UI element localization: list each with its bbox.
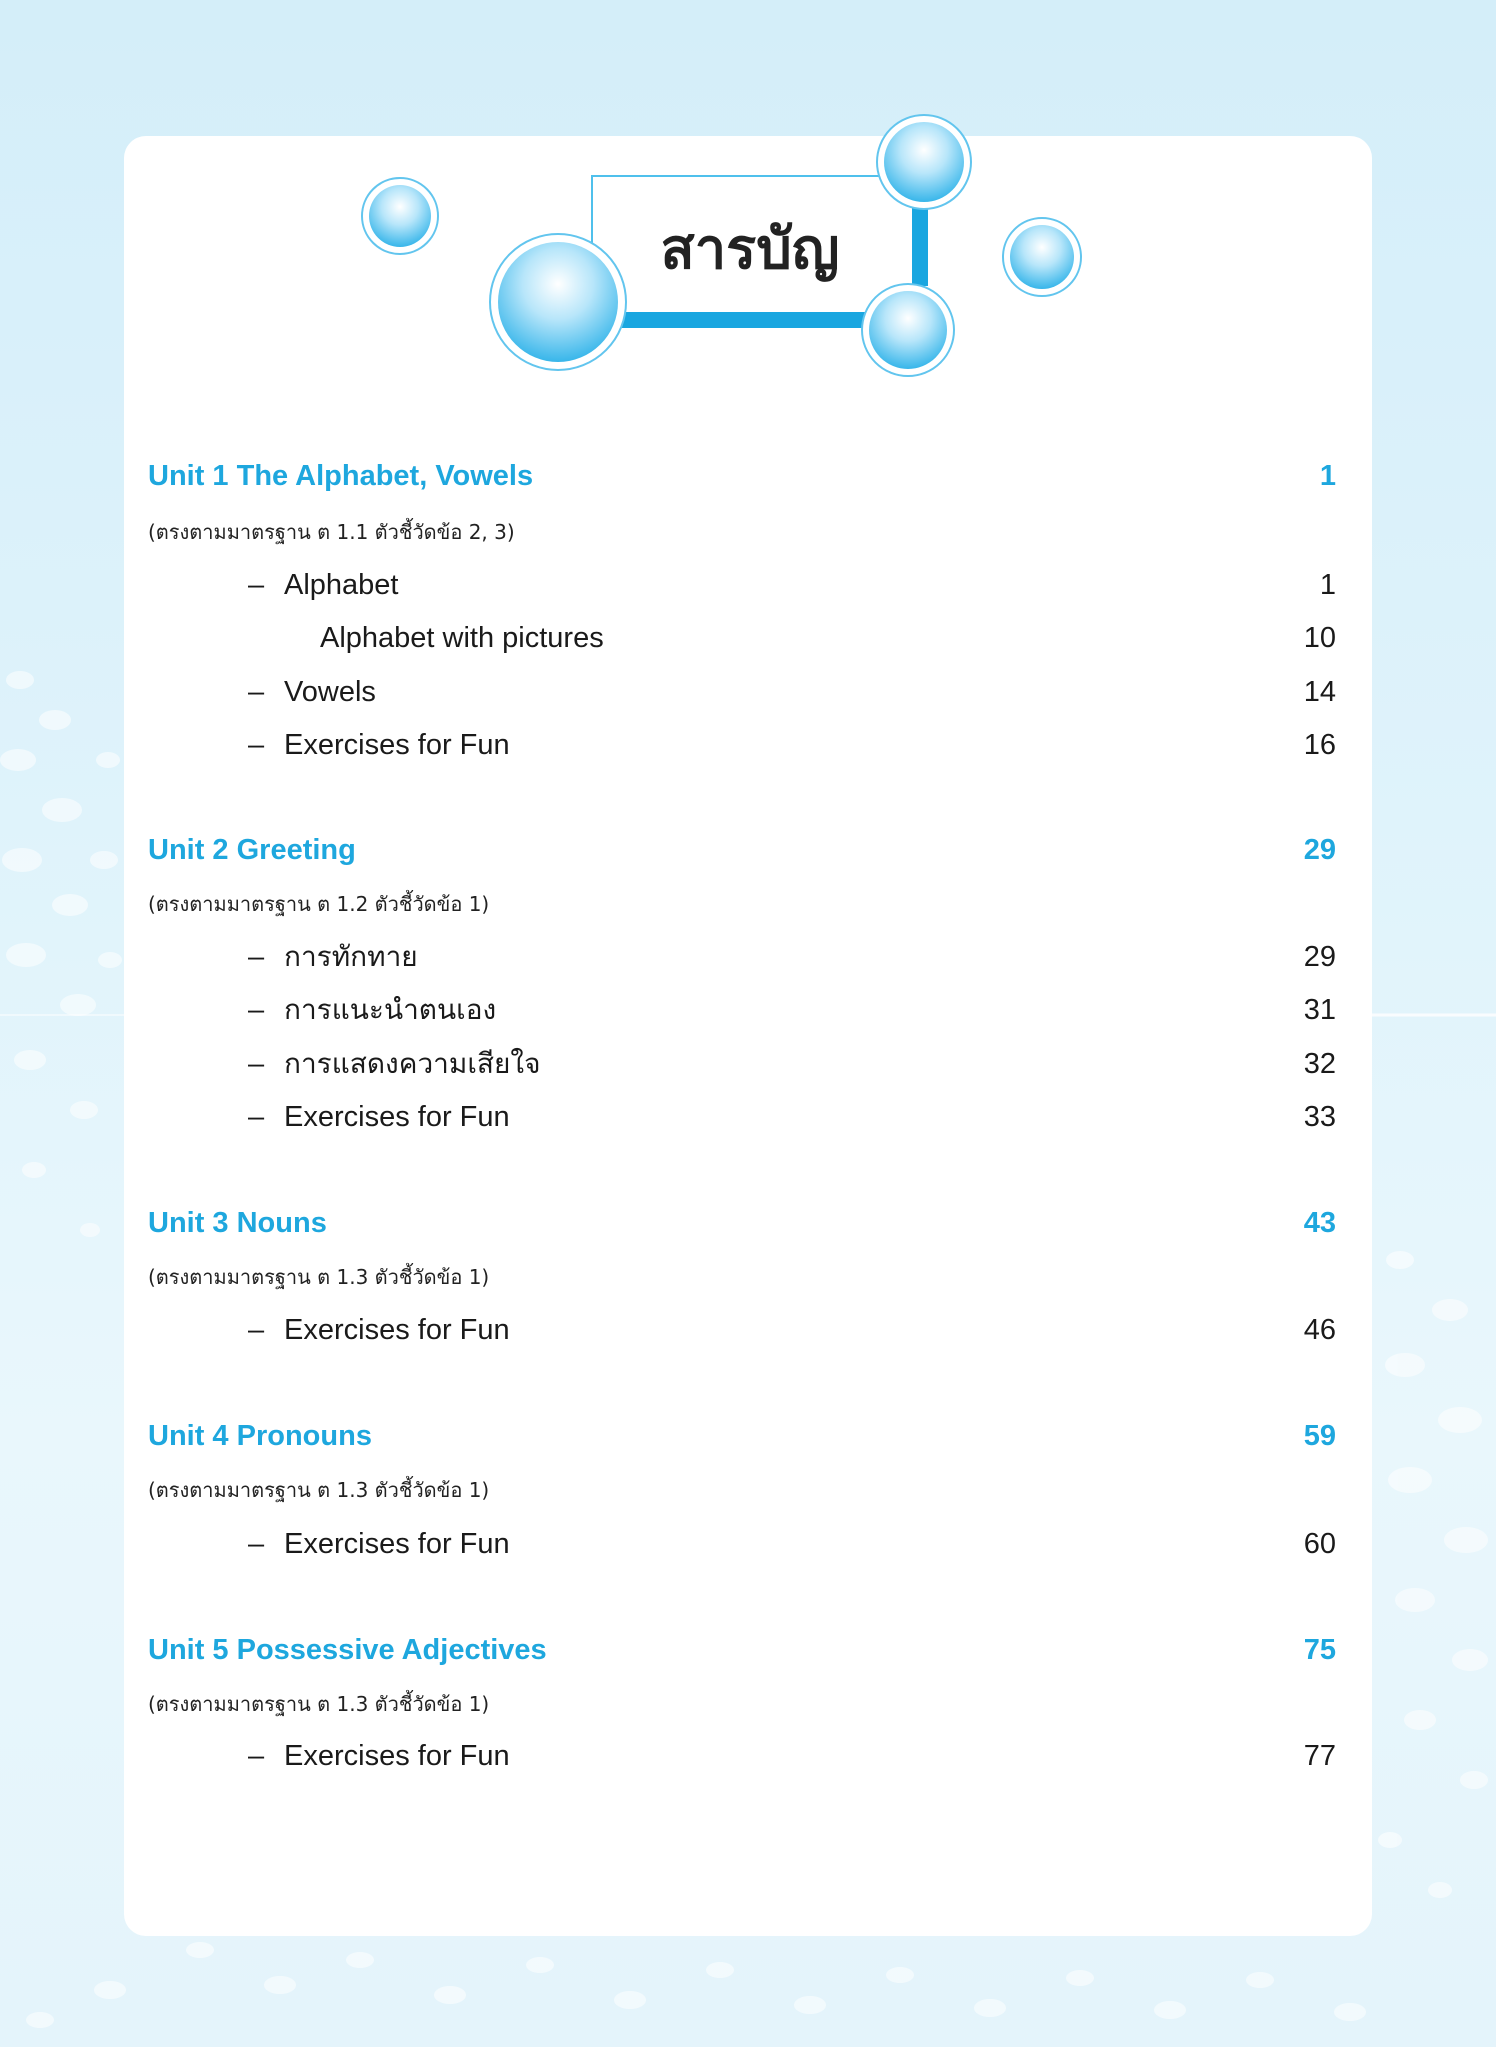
unit-heading[interactable]: [148, 830, 1336, 870]
entry-title: Exercises for Fun: [284, 1740, 510, 1772]
curriculum-standard: (ตรงตามมาตรฐาน ต 1.1 ตัวชี้วัดข้อ 2, 3): [148, 520, 515, 544]
bubble-icon: [362, 178, 438, 254]
unit-title: Unit 2 Greeting: [148, 834, 356, 866]
toc-entry[interactable]: [148, 1044, 1336, 1084]
title-bubble-graphic: [0, 0, 1496, 400]
entry-page-number: 33: [1303, 1101, 1336, 1133]
unit-page-number: 43: [1303, 1207, 1336, 1239]
entry-title: Exercises for Fun: [284, 729, 510, 761]
entry-page-number: 60: [1303, 1528, 1336, 1560]
unit-title: Unit 3 Nouns: [148, 1207, 327, 1239]
entry-dash: –: [248, 1101, 265, 1133]
toc-entry[interactable]: [148, 1736, 1336, 1776]
entry-title: การแสดงความเสียใจ: [284, 1047, 541, 1080]
entry-page-number: 29: [1303, 941, 1336, 973]
toc-entry[interactable]: [148, 618, 1336, 658]
toc-entry[interactable]: [148, 672, 1336, 712]
page-title: สารบัญ: [660, 217, 840, 282]
toc-entry[interactable]: [148, 725, 1336, 765]
entry-page-number: 46: [1303, 1314, 1336, 1346]
unit-page-number: 1: [1319, 460, 1336, 492]
entry-dash: –: [248, 1314, 265, 1346]
entry-title: Exercises for Fun: [284, 1528, 510, 1560]
toc-entry[interactable]: [148, 990, 1336, 1030]
curriculum-standard: (ตรงตามมาตรฐาน ต 1.3 ตัวชี้วัดข้อ 1): [148, 1692, 490, 1716]
unit-page-number: 29: [1303, 834, 1336, 866]
entry-page-number: 14: [1303, 676, 1336, 708]
entry-dash: –: [248, 941, 265, 973]
entry-dash: –: [248, 569, 265, 601]
toc-entry[interactable]: [148, 1310, 1336, 1350]
entry-title: Alphabet: [284, 569, 399, 601]
entry-dash: –: [248, 994, 265, 1026]
entry-title: Exercises for Fun: [284, 1101, 510, 1133]
unit-title: Unit 1 The Alphabet, Vowels: [148, 460, 534, 492]
entry-dash: –: [248, 676, 265, 708]
entry-page-number: 10: [1303, 622, 1336, 654]
toc-entry[interactable]: [148, 937, 1336, 977]
entry-page-number: 16: [1303, 729, 1336, 761]
entry-page-number: 1: [1319, 569, 1336, 601]
unit-heading[interactable]: [148, 1630, 1336, 1670]
curriculum-standard: (ตรงตามมาตรฐาน ต 1.2 ตัวชี้วัดข้อ 1): [148, 892, 490, 916]
entry-page-number: 31: [1303, 994, 1336, 1026]
unit-title: Unit 4 Pronouns: [148, 1420, 372, 1452]
curriculum-standard: (ตรงตามมาตรฐาน ต 1.3 ตัวชี้วัดข้อ 1): [148, 1265, 490, 1289]
toc-entry[interactable]: [148, 565, 1336, 605]
entry-page-number: 77: [1303, 1740, 1336, 1772]
entry-dash: –: [248, 1048, 265, 1080]
unit-heading[interactable]: [148, 456, 1336, 496]
entry-dash: –: [248, 1528, 265, 1560]
entry-dash: –: [248, 1740, 265, 1772]
unit-heading[interactable]: [148, 1416, 1336, 1456]
entry-title: การทักทาย: [284, 940, 418, 973]
unit-title: Unit 5 Possessive Adjectives: [148, 1634, 547, 1666]
curriculum-standard: (ตรงตามมาตรฐาน ต 1.3 ตัวชี้วัดข้อ 1): [148, 1478, 490, 1502]
entry-dash: –: [248, 729, 265, 761]
entry-title: การแนะนำตนเอง: [284, 993, 497, 1026]
entry-page-number: 32: [1303, 1048, 1336, 1080]
unit-heading[interactable]: [148, 1203, 1336, 1243]
unit-page-number: 75: [1303, 1634, 1336, 1666]
toc-entry[interactable]: [148, 1097, 1336, 1137]
entry-title: Exercises for Fun: [284, 1314, 510, 1346]
entry-title: Alphabet with pictures: [320, 622, 604, 654]
toc-entry[interactable]: [148, 1524, 1336, 1564]
entry-title: Vowels: [284, 676, 376, 708]
unit-page-number: 59: [1303, 1420, 1336, 1452]
